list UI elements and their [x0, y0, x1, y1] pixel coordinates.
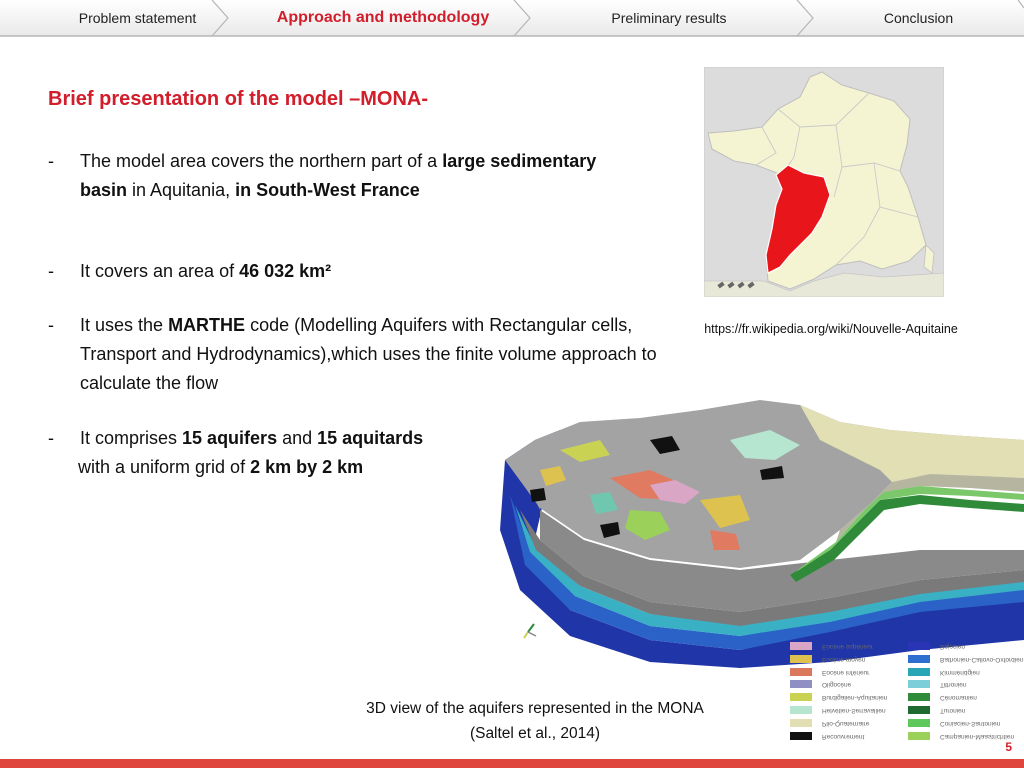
legend-swatch	[908, 668, 930, 676]
legend-label: Kimméridgien	[940, 668, 980, 676]
caption-line-1: 3D view of the aquifers represented in the MONA	[366, 700, 704, 717]
bullet-dash: -	[48, 151, 54, 171]
legend-swatch	[908, 706, 930, 714]
legend-item	[790, 704, 908, 716]
tab-problem-statement[interactable]: Problem statement	[78, 10, 197, 26]
section-nav	[0, 0, 1024, 38]
bullet-bold: 15 aquifers	[182, 428, 278, 448]
legend-swatch	[908, 732, 930, 740]
bullet-bold: large sedimentary basin	[80, 151, 597, 200]
bullet-text: and	[277, 428, 318, 448]
bullet-text: code (Modelling Aquifers with Rectangular cells, Transport and Hydrodynamics),which uses the finite volume approach to calculate the flow	[80, 315, 657, 393]
aquifer-3d-view-image	[500, 400, 1024, 668]
legend-swatch	[790, 642, 812, 650]
legend-label: Turonien	[940, 707, 966, 714]
legend-label: Eocène moyen	[822, 655, 866, 663]
slide-title: Brief presentation of the model –MONA-	[48, 88, 429, 110]
bullet-bold: 2 km by 2 km	[250, 457, 364, 477]
legend-label: Plio-Quaternaire	[822, 719, 870, 727]
bullet-aquifers	[48, 424, 508, 482]
legend-item	[790, 691, 908, 703]
legend-swatch	[908, 693, 930, 701]
legend-label: Cénomanien	[940, 694, 977, 702]
bullet-text: It comprises	[80, 428, 183, 448]
legend-swatch	[790, 655, 812, 663]
legend-label: Eocène inférieur	[822, 668, 870, 676]
legend-label: Burdigalien-Aquitanien	[822, 694, 888, 702]
legend-item	[908, 653, 1024, 665]
legend-swatch	[790, 680, 812, 688]
legend-item	[908, 704, 1024, 716]
legend-item	[790, 730, 908, 742]
page-number: 5	[1005, 740, 1012, 754]
legend-swatch	[908, 642, 930, 650]
legend-swatch	[790, 719, 812, 727]
bullet-text: with a uniform grid of	[78, 457, 251, 477]
bullet-bold: in South-West France	[235, 180, 420, 200]
legend-item	[908, 717, 1024, 729]
legend-swatch	[908, 719, 930, 727]
legend-label: Helvétien-Serravallien	[822, 707, 886, 714]
bullet-text: The model area covers the northern part of a	[80, 151, 443, 171]
legend-label: Coniacien-Santonien	[940, 719, 1001, 727]
legend-item	[790, 678, 908, 690]
legend-item	[908, 691, 1024, 703]
bullet-dash: -	[48, 315, 54, 335]
legend-label: Bajocien	[940, 643, 965, 650]
legend-item	[908, 640, 1024, 652]
legend-item	[908, 678, 1024, 690]
legend-item	[790, 717, 908, 729]
legend-swatch	[790, 693, 812, 701]
legend-item	[790, 653, 908, 665]
legend-label: Eocène supérieur	[822, 643, 873, 650]
geology-legend	[790, 638, 1024, 744]
bullet-text: It covers an area of	[80, 261, 240, 281]
legend-label: Recouvrement	[822, 732, 865, 740]
tab-approach-methodology[interactable]: Approach and methodology	[276, 9, 490, 26]
caption-line-2: (Saltel et al., 2014)	[469, 725, 601, 742]
bullet-bold: 46 032 km²	[239, 261, 332, 281]
bullet-dash: -	[48, 261, 54, 281]
legend-swatch	[790, 668, 812, 676]
legend-item	[908, 666, 1024, 678]
legend-item	[790, 666, 908, 678]
bullet-dash: -	[48, 428, 54, 448]
bullet-marthe-code	[48, 311, 658, 398]
map-source-url[interactable]: https://fr.wikipedia.org/wiki/Nouvelle-Aquitaine	[704, 322, 958, 336]
legend-swatch	[790, 706, 812, 714]
legend-swatch	[908, 655, 930, 663]
legend-item	[790, 640, 908, 652]
bullet-model-area	[48, 147, 608, 205]
bullet-area-size	[48, 257, 608, 286]
legend-label: Campanien-Maastrichtien	[940, 732, 1015, 740]
legend-swatch	[908, 680, 930, 688]
bullet-text: It uses the	[80, 315, 169, 335]
legend-label: Oligocène	[822, 681, 852, 689]
tab-conclusion[interactable]: Conclusion	[883, 10, 954, 26]
figure-caption	[330, 696, 740, 746]
footer-bar	[0, 759, 1024, 768]
legend-label: Bathonien-Callovo-Oxfordien	[940, 655, 1024, 663]
bullet-bold: 15 aquitards	[317, 428, 424, 448]
legend-swatch	[790, 732, 812, 740]
france-map-image	[704, 67, 944, 297]
bullet-bold: MARTHE	[168, 315, 246, 335]
tab-preliminary-results[interactable]: Preliminary results	[611, 10, 727, 26]
legend-label: Tithonien	[940, 681, 967, 689]
bullet-text: in Aquitania,	[127, 180, 236, 200]
